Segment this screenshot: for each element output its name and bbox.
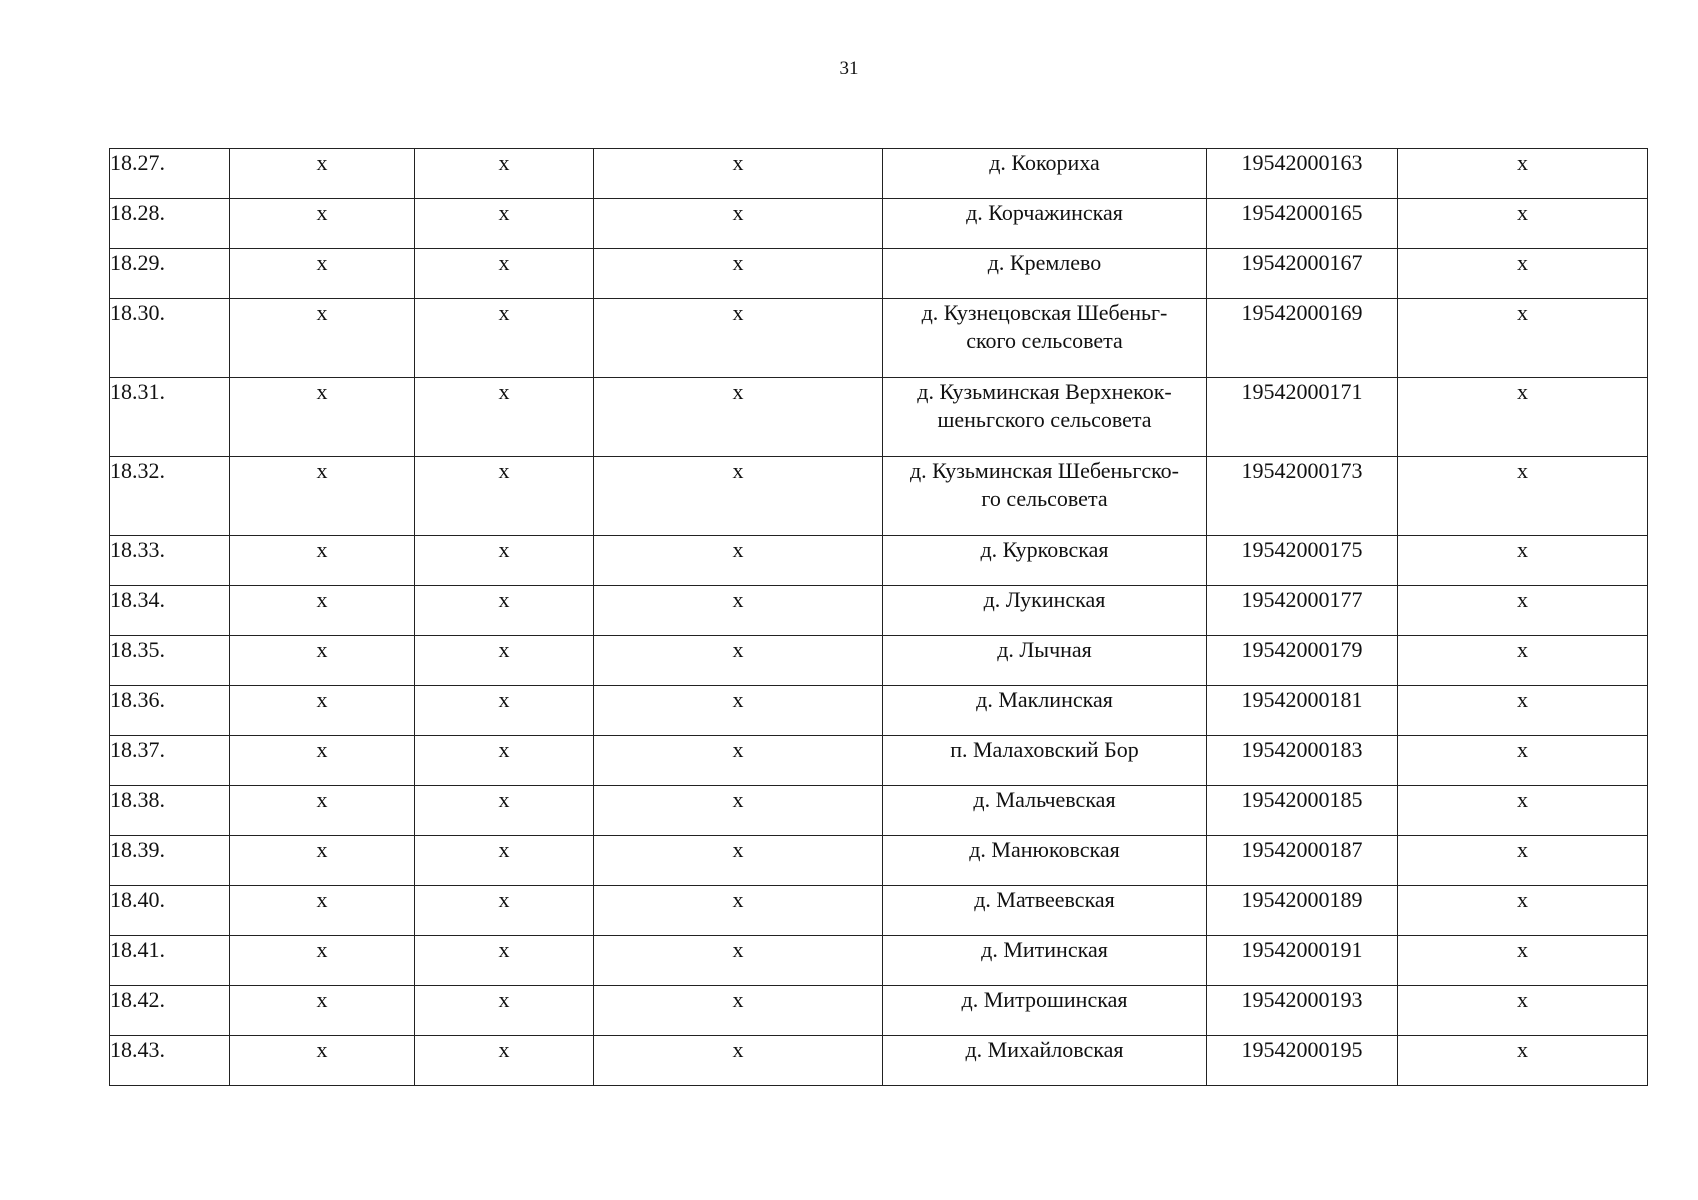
oktmo-code: 19542000181 [1207,686,1398,736]
cell-x: x [415,636,594,686]
cell-x: x [1398,836,1648,886]
cell-x: x [415,986,594,1036]
cell-x: x [1398,986,1648,1036]
table-row [110,686,1648,736]
oktmo-code: 19542000177 [1207,586,1398,636]
oktmo-code: 19542000171 [1207,378,1398,457]
table-row [110,249,1648,299]
cell-x: x [415,586,594,636]
cell-x: x [594,886,883,936]
cell-x: x [230,986,415,1036]
cell-x: x [1398,536,1648,586]
cell-x: x [415,686,594,736]
settlement-name-line: д. Кузнецовская Шебеньг- [921,300,1168,325]
settlements-table [109,148,1648,1086]
cell-x: x [415,936,594,986]
oktmo-code: 19542000187 [1207,836,1398,886]
cell-x: x [594,149,883,199]
table-row [110,586,1648,636]
cell-x: x [1398,378,1648,457]
settlement-name: д. Лукинская [883,586,1207,636]
cell-x: x [594,199,883,249]
cell-x: x [415,457,594,536]
row-number: 18.28. [110,199,230,249]
cell-x: x [415,536,594,586]
settlement-name: д. Митрошинская [883,986,1207,1036]
cell-x: x [1398,886,1648,936]
cell-x: x [415,149,594,199]
table-row [110,886,1648,936]
table-row [110,199,1648,249]
cell-x: x [1398,1036,1648,1086]
row-number: 18.39. [110,836,230,886]
cell-x: x [594,836,883,886]
cell-x: x [594,786,883,836]
settlement-name: д. Матвеевская [883,886,1207,936]
cell-x: x [1398,636,1648,686]
cell-x: x [230,836,415,886]
row-number: 18.34. [110,586,230,636]
row-number: 18.29. [110,249,230,299]
cell-x: x [594,1036,883,1086]
cell-x: x [1398,149,1648,199]
cell-x: x [415,199,594,249]
table-row [110,1036,1648,1086]
table-row [110,736,1648,786]
oktmo-code: 19542000189 [1207,886,1398,936]
cell-x: x [594,457,883,536]
cell-x: x [230,1036,415,1086]
row-number: 18.27. [110,149,230,199]
settlement-name: д. Лычная [883,636,1207,686]
oktmo-code: 19542000167 [1207,249,1398,299]
settlement-name: д. Михайловская [883,1036,1207,1086]
settlement-name: п. Малаховский Бор [883,736,1207,786]
row-number: 18.33. [110,536,230,586]
row-number: 18.38. [110,786,230,836]
settlement-name: д. Курковская [883,536,1207,586]
row-number: 18.32. [110,457,230,536]
settlement-name-line: ского сельсовета [966,328,1123,353]
row-number: 18.42. [110,986,230,1036]
settlement-name [883,299,1207,378]
table-row [110,636,1648,686]
settlement-name [883,457,1207,536]
cell-x: x [230,936,415,986]
settlement-name-line: д. Кузьминская Верхнекок- [917,379,1172,404]
oktmo-code: 19542000185 [1207,786,1398,836]
cell-x: x [230,636,415,686]
cell-x: x [594,736,883,786]
cell-x: x [415,249,594,299]
table-body [110,149,1648,1086]
row-number: 18.31. [110,378,230,457]
cell-x: x [230,249,415,299]
cell-x: x [1398,686,1648,736]
cell-x: x [230,586,415,636]
cell-x: x [1398,457,1648,536]
settlement-name [883,378,1207,457]
table-row [110,457,1648,536]
cell-x: x [594,586,883,636]
cell-x: x [594,536,883,586]
row-number: 18.30. [110,299,230,378]
oktmo-code: 19542000191 [1207,936,1398,986]
cell-x: x [415,886,594,936]
oktmo-code: 19542000173 [1207,457,1398,536]
row-number: 18.36. [110,686,230,736]
settlement-name: д. Корчажинская [883,199,1207,249]
cell-x: x [1398,299,1648,378]
table-row [110,936,1648,986]
cell-x: x [415,1036,594,1086]
cell-x: x [594,936,883,986]
cell-x: x [230,199,415,249]
cell-x: x [1398,936,1648,986]
cell-x: x [230,378,415,457]
cell-x: x [230,536,415,586]
cell-x: x [230,149,415,199]
cell-x: x [1398,586,1648,636]
table-row [110,378,1648,457]
oktmo-code: 19542000165 [1207,199,1398,249]
table-row [110,786,1648,836]
cell-x: x [1398,736,1648,786]
settlement-name: д. Митинская [883,936,1207,986]
row-number: 18.43. [110,1036,230,1086]
cell-x: x [594,378,883,457]
cell-x: x [594,986,883,1036]
settlement-name: д. Кокориха [883,149,1207,199]
oktmo-code: 19542000183 [1207,736,1398,786]
oktmo-code: 19542000175 [1207,536,1398,586]
cell-x: x [594,249,883,299]
cell-x: x [415,299,594,378]
cell-x: x [230,736,415,786]
row-number: 18.41. [110,936,230,986]
settlement-name-line: го сельсовета [981,486,1108,511]
table-row [110,836,1648,886]
page-number: 31 [839,58,859,79]
settlement-name: д. Манюковская [883,836,1207,886]
cell-x: x [230,457,415,536]
settlement-name-line: шеньгского сельсовета [937,407,1152,432]
cell-x: x [230,299,415,378]
cell-x: x [594,686,883,736]
row-number: 18.40. [110,886,230,936]
table-row [110,149,1648,199]
cell-x: x [415,836,594,886]
cell-x: x [415,736,594,786]
settlement-name: д. Кремлево [883,249,1207,299]
settlement-name: д. Мальчевская [883,786,1207,836]
cell-x: x [415,786,594,836]
cell-x: x [230,786,415,836]
oktmo-code: 19542000169 [1207,299,1398,378]
row-number: 18.35. [110,636,230,686]
cell-x: x [1398,249,1648,299]
oktmo-code: 19542000179 [1207,636,1398,686]
cell-x: x [415,378,594,457]
oktmo-code: 19542000163 [1207,149,1398,199]
cell-x: x [594,636,883,686]
settlement-name: д. Маклинская [883,686,1207,736]
table-row [110,299,1648,378]
table-row [110,986,1648,1036]
oktmo-code: 19542000193 [1207,986,1398,1036]
row-number: 18.37. [110,736,230,786]
cell-x: x [230,886,415,936]
cell-x: x [1398,786,1648,836]
cell-x: x [1398,199,1648,249]
settlement-name-line: д. Кузьминская Шебеньгско- [909,458,1180,483]
table-row [110,536,1648,586]
cell-x: x [230,686,415,736]
cell-x: x [594,299,883,378]
oktmo-code: 19542000195 [1207,1036,1398,1086]
